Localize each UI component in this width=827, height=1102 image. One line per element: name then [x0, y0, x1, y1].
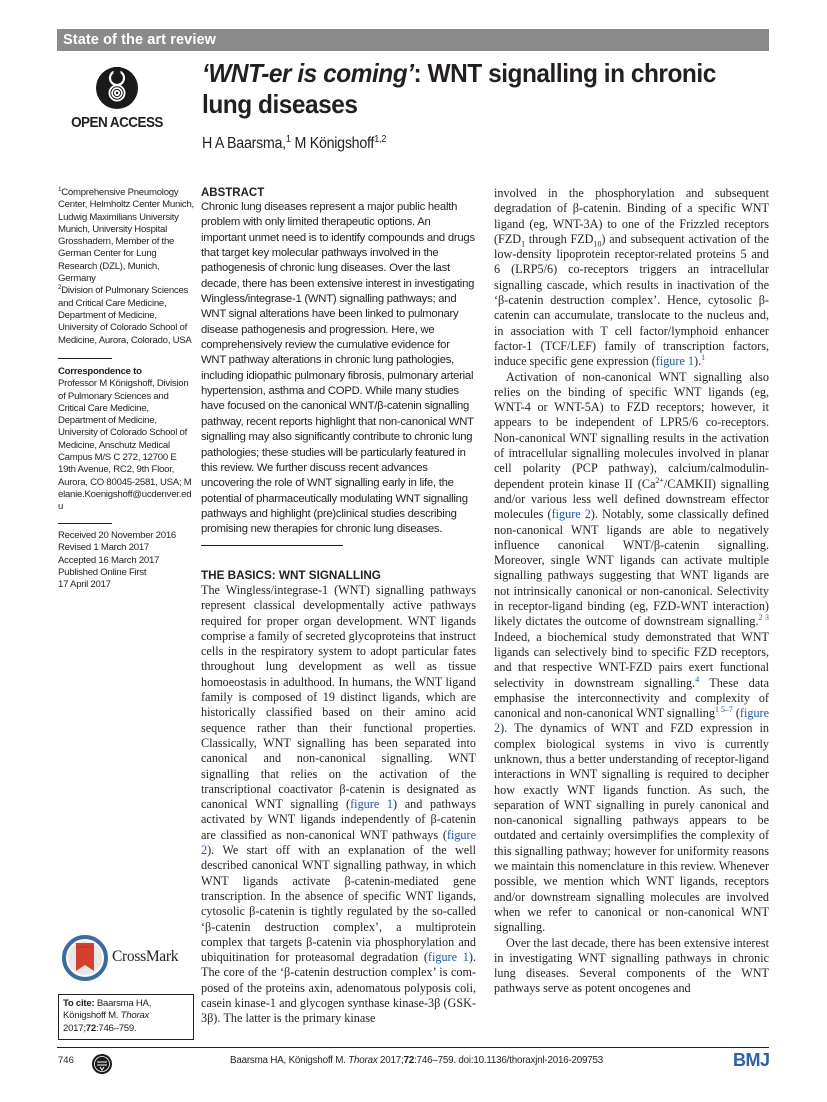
footer-citation: Baarsma HA, Königshoff M. Thorax 2017;72:746–759. doi:10.1136/thoraxjnl-2016-209753: [230, 1055, 604, 1066]
date-received: Received 20 November 2016: [58, 530, 177, 541]
paragraph: Over the last decade, there has been extensive interest in investigating WNT signalling pathways in chronic lung diseases. Several components of the WNT pathways serve as potent oncogenes and: [494, 935, 769, 996]
title-italic: ‘WNT-er is coming’: [202, 58, 414, 88]
figure-link[interactable]: figure 2: [551, 507, 591, 522]
crossmark-label: CrossMark: [112, 948, 179, 965]
abstract: [201, 186, 476, 538]
reference-link[interactable]: 1 5–7: [714, 705, 733, 715]
abstract-text: Chronic lung diseases represent a major public health problem with only limited therapeutic options. An important unmet need is to identify compounds and drugs that target key molecular pathways involved in the pathogenesis of chronic lung diseases. Over the last decade, there has been extensive interest in investigating Wingless/integrase-1 (WNT) signalling pathways; and WNT signal alterations have been linked to pulmonary disease pathogenesis and progression. Here, we comprehensively review the cumulative evidence for WNT pathway alterations in chronic lung pathologies, including idiopathic pulmonary fibrosis, pulmonary arterial hypertension, asthma and COPD. While many studies have focused on the canonical WNT/β-catenin signalling pathway, recent reports highlight that non-canonical WNT signalling may also significantly contribute to chronic lung pathologies; these studies will be particularly featured in this review. We further discuss recent advances uncovering the role of WNT signalling early in life, the potential of pharmaceutically modulating WNT signalling pathways and highlight (pre)clinical studies describing promising new therapies for chronic lung diseases.: [201, 201, 475, 536]
affiliations: [58, 187, 194, 347]
author-list: [202, 135, 386, 153]
footer-divider: [57, 1047, 769, 1048]
date-revised: Revised 1 March 2017: [58, 542, 149, 554]
citation-box: To cite: Baarsma HA, Königshoff M. Thorax 2017;72:746–759.: [58, 994, 194, 1040]
reference-link[interactable]: 2 3: [758, 613, 769, 623]
crossmark-badge[interactable]: [62, 935, 202, 985]
title-rest: : WNT signalling in chronic lung diseases: [202, 58, 716, 119]
divider: [58, 523, 112, 524]
paragraph-continued: involved in the phosphorylation and subsequent degradation of β-catenin. Binding of a specific WNT ligand (eg, WNT-3A) to one of the Frizzled receptors ($FZD_1$ through $FZD_{10}$) and subsequent activation of the low-density lipoprotein receptor-related proteins 5 and 6 (LRP5/6) co-receptors triggers an intracellular signalling cascade, which results in inactivation of the ‘β-catenin destruction complex’. Hence, cytosolic β-catenin can accumulate, translocate to the nucleus and, in association with T cell factor/lymphoid enhancer factor-1 (TCF/LEF) family of transcription factors, induce specific gene expression (figure 1).$^1$: [494, 186, 769, 369]
body-column-2: [494, 186, 769, 997]
section-banner: State of the art review: [57, 29, 769, 51]
figure-link[interactable]: figure 1: [655, 354, 695, 369]
author-name[interactable]: H A Baarsma,: [202, 135, 286, 152]
divider: [58, 358, 112, 359]
open-access-label: OPEN ACCESS: [71, 114, 163, 131]
crossmark-icon: [62, 935, 108, 981]
correspondence-heading: Correspondence to: [58, 366, 142, 377]
correspondence-email[interactable]: Melanie.Koenigshoff@ucdenver.edu: [58, 476, 192, 513]
figure-link[interactable]: figure 2: [494, 706, 770, 736]
author-name[interactable]: M Königshoff: [294, 135, 375, 152]
paragraph: The Wingless/integrase-1 (WNT) signalling pathways represent classical developmentally active pathways required for proper organ development. WNT ligands comprise a family of secreted glycoproteins that instruct cells in the respiratory system to adopt particular fates throughout lung development as well as tissue homoeostasis in adulthood. In humans, the WNT ligand family is composed of 19 distinct ligands, which are historically classified based on their amino acid sequence rather than their functional properties. Classically, WNT signalling has been separated into canonical and non-canonical signalling. WNT signalling that relies on the activation of the transcriptional coactivator β-catenin is designated as canonical WNT signalling (figure 1) and pathways activated by WNT ligands independently of β-catenin are classified as non-canonical WNT pathways (figure 2). We start off with an explanation of the well described canonical WNT signalling pathway, in which WNT ligands activate β-catenin-mediated gene transcription. In the absence of specific WNT ligands, cytosolic β-catenin is tightly regulated by the so-called ‘β-catenin destruction complex’, a multiprotein complex that targets β-catenin via phosphorylation and ubiquitination for proteasomal degradation (figure 1). The core of the ‘β-catenin destruction complex’ is composed of the proteins axin, adenomatous polyposis coli, casein kinase-1 and glycogen synthase kinase-3β (GSK-3β). The latter is the primary kinase: [201, 583, 476, 1026]
open-access-badge[interactable]: [62, 64, 172, 131]
date-published: 17 April 2017: [58, 579, 111, 591]
reference-link[interactable]: 1: [701, 353, 706, 363]
affiliation-item: $^1$Comprehensive Pneumology Center, Helmholtz Center Munich, Ludwig Maximilians University Munich, University Hospital Grosshadern, Member of the German Center for Lung Research (DZL), Munich, Germany: [58, 185, 194, 285]
cite-label: To cite:: [63, 998, 95, 1009]
divider: [201, 545, 343, 546]
figure-link[interactable]: figure 1: [427, 950, 469, 965]
open-access-lock-icon: [95, 64, 139, 110]
body-column-1: [201, 569, 476, 1027]
date-published-label: Published Online First: [58, 566, 147, 578]
correspondence-text: Professor M Königshoff, Division of Pulmonary Sciences and Critical Care Medicine, Department of Medicine, University of Colorado School of Medicine, Anschutz Medical Campus M/S C 272, 12700 E 19th Avenue, RC2, 9th Floor, Aurora, CO 80045-2581, USA;: [58, 378, 189, 488]
author-affil: 1,2: [374, 133, 387, 145]
abstract-heading: ABSTRACT: [201, 187, 265, 199]
publisher-logo[interactable]: BMJ: [733, 1050, 770, 1070]
reference-link[interactable]: 4: [695, 674, 700, 684]
article-dates: [58, 530, 194, 591]
page-number: 746: [58, 1055, 74, 1066]
section-heading: THE BASICS: WNT SIGNALLING: [201, 569, 381, 582]
figure-link[interactable]: figure 1: [350, 797, 393, 812]
society-seal-icon: [91, 1053, 113, 1075]
correspondence: [58, 366, 194, 514]
date-accepted: Accepted 16 March 2017: [58, 554, 160, 566]
doi-link[interactable]: :746–759. doi:10.1136/thoraxjnl-2016-209753: [414, 1055, 604, 1066]
paragraph: Activation of non-canonical WNT signalling also relies on the binding of specific WNT ligands (eg, WNT-4 or WNT-5A) to FZD receptors; however, it appears to be independent of LPR5/6 co-receptors. Non-canonical WNT signalling results in the activation of intracellular signalling molecules involved in planar cell polarity (PCP pathway), calcium/calmodulin-dependent protein kinase II $(Ca^{2+}/CAMKII)$ signalling and/or various less well defined downstream effector molecules (figure 2). Notably, some classically defined non-canonical WNT ligands are able to negatively influence canonical WNT/β-catenin signalling. Moreover, single WNT ligands can activate multiple signalling pathways suggesting that WNT ligands are not intrinsically canonical or non-canonical. Selectivity in receptor-ligand binding (eg, FZD-WNT interaction) likely dictates the outcome of downstream signalling.$^{2 3}$ Indeed, a biochemical study demonstrated that WNT ligands can selectively bind to specific FZD receptors, and that respective WNT-FZD pairs exert functional selectivity in downstream signalling.$^4$ These data emphasise the interconnectivity and complexity of canonical and non-canonical WNT signalling$^{1 5-7}$ (figure 2). The dynamics of WNT and FZD expression in complex biological systems in vivo is currently unknown, thus a better understanding of receptor-ligand interactions in WNT signalling is required to decipher how exactly WNT ligands function. As such, the separation of WNT signalling in purely canonical and non-canonical signalling pathways appears to be outdated and certainly oversimplifies the complexity of this signalling pathway; however for uniformity reasons we maintain this nomenclature in this review. Whenever possible, we mention which WNT ligands, receptors and/or downstream signalling molecules are involved when we refer to canonical or non-canonical WNT signalling.: [494, 369, 770, 935]
article-title: [202, 58, 747, 120]
author-affil: 1: [285, 133, 291, 145]
affiliation-item: $^2$Division of Pulmonary Sciences and Critical Care Medicine, Department of Medicine, University of Colorado School of Medicine, Aurora, Colorado, USA: [58, 284, 192, 346]
figure-link[interactable]: figure 2: [201, 827, 476, 858]
